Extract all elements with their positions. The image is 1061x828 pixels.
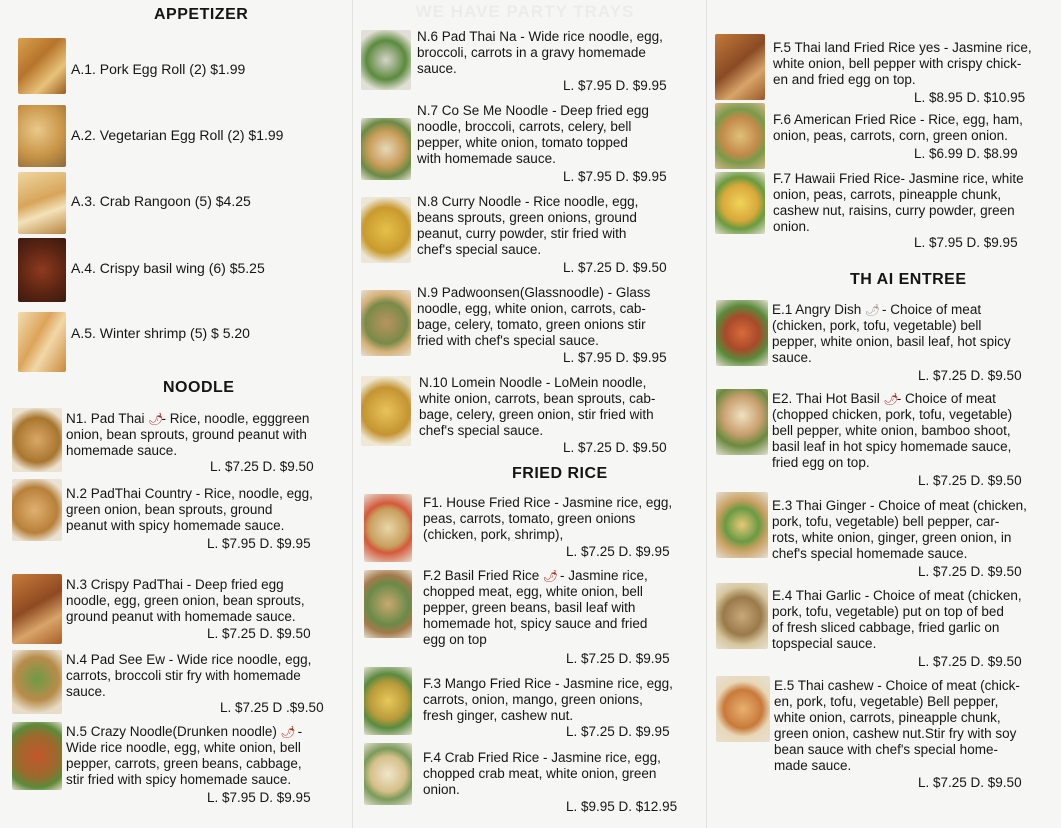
item-price: L. $7.25 D. $9.50 xyxy=(918,775,1022,790)
pad-see-ew-photo xyxy=(12,650,62,714)
item-price: L. $7.95 D. $9.95 xyxy=(563,78,667,93)
item-description: F.7 Hawaii Fried Rice- Jasmine rice, white onion, peas, carrots, pineapple chunk, cashew nut, raisins, curry powder, green onion. xyxy=(773,171,1024,234)
menu-item-e5 xyxy=(774,678,1059,774)
item-title: N1. Pad Thai xyxy=(66,411,149,426)
padwoonsen-photo xyxy=(361,290,411,356)
thai-entree-heading: TH AI ENTREE xyxy=(850,271,967,288)
item-description: - Jasmine rice, chopped meat, egg, white onion, bell pepper, green beans, basil leaf with homemade hot, spicy sauce and fried egg on top xyxy=(423,568,648,647)
item-title: N.5 Crazy Noodle(Drunken noodle) xyxy=(66,724,281,739)
menu-item-n4 xyxy=(66,652,350,700)
menu-item-f1 xyxy=(423,495,705,543)
item-title: E.1 Angry Dish xyxy=(772,302,866,317)
item-description: F.3 Mango Fried Rice - Jasmine rice, egg, carrots, onion, mango, green onions, fresh ginger, cashew nut. xyxy=(423,676,673,723)
hawaii-fried-rice-photo xyxy=(715,172,765,234)
menu-item-f5 xyxy=(773,40,1059,88)
item-price: L. $7.25 D. $9.95 xyxy=(566,724,670,739)
pad-thai-na-photo xyxy=(361,30,411,90)
item-price: L. $7.25 D. $9.50 xyxy=(918,368,1022,383)
item-price: L. $7.25 D. $9.50 xyxy=(207,626,311,641)
egg-roll-photo xyxy=(18,38,66,94)
item-price: L. $7.25 D. $9.50 xyxy=(918,564,1022,579)
co-se-me-noodle-photo xyxy=(361,118,411,180)
item-description: E.3 Thai Ginger - Choice of meat (chicken, pork, tofu, vegetable) bell pepper, car- rots, white onion, ginger, green onion, in chef's special homemade sauce. xyxy=(772,498,1027,561)
house-fried-rice-photo xyxy=(364,494,412,562)
crab-rangoon-photo xyxy=(18,172,66,234)
menu-item-f6 xyxy=(773,112,1059,144)
item-description: E.4 Thai Garlic - Choice of meat (chicken, pork, tofu, vegetable) put on top of bed of fresh sliced cabbage, fried garlic on topspecial sauce. xyxy=(772,588,1022,651)
thai-land-fried-rice-photo xyxy=(715,34,765,100)
appetizer-item: A.4. Crispy basil wing (6) $5.25 xyxy=(71,260,265,276)
crispy-padthai-photo xyxy=(12,574,62,644)
chili-icon: 🌶 xyxy=(280,725,294,739)
fold-line xyxy=(706,0,707,828)
item-price: L. $7.25 D. $9.50 xyxy=(210,459,314,474)
menu-item-n6 xyxy=(417,29,705,77)
menu-item-n2 xyxy=(66,486,350,534)
crab-fried-rice-photo xyxy=(364,743,412,805)
watermark-text: WE HAVE PARTY TRAYS xyxy=(415,2,635,21)
appetizer-item: A.3. Crab Rangoon (5) $4.25 xyxy=(71,193,251,209)
item-description: N.10 Lomein Noodle - LoMein noodle, white onion, carrots, bean sprouts, cab- bage, celery, green onion, stir fried with chef's special sauce. xyxy=(419,375,656,438)
appetizer-item: A.5. Winter shrimp (5) $ 5.20 xyxy=(71,325,250,341)
menu-item-f7 xyxy=(773,171,1059,235)
menu-item-e2 xyxy=(772,391,1059,471)
item-price: L. $7.25 D. $9.95 xyxy=(566,651,670,666)
curry-noodle-photo xyxy=(361,197,411,263)
item-price: L. $7.95 D. $9.95 xyxy=(914,235,1018,250)
menu-item-f3 xyxy=(423,676,705,724)
padthai-country-photo xyxy=(12,479,62,541)
winter-shrimp-photo xyxy=(18,312,66,372)
item-price: L. $7.95 D. $9.95 xyxy=(207,536,311,551)
menu-item-n10 xyxy=(419,375,705,439)
item-description: - Choice of meat (chopped chicken, pork, tofu, vegetable) bell pepper, white onion, bamboo shoot, basil leaf in hot spicy homemade sauce, fried egg on top. xyxy=(772,391,1013,470)
menu-item-f4 xyxy=(423,750,705,798)
item-description: N.9 Padwoonsen(Glassnoodle) - Glass noodle, egg, white onion, carrots, cab- bage, celery, tomato, green onions stir fried with chef's special sauce. xyxy=(417,285,651,348)
item-description: N.7 Co Se Me Noodle - Deep fried egg noodle, broccoli, carrots, celery, bell pepper, white onion, tomato topped with homemade sauce. xyxy=(417,103,649,166)
angry-dish-photo xyxy=(716,300,768,366)
menu-item-e1 xyxy=(772,302,1059,366)
chili-icon: 🌶 xyxy=(883,392,897,406)
appetizer-item: A.1. Pork Egg Roll (2) $1.99 xyxy=(71,61,246,77)
item-price: L. $7.25 D. $9.50 xyxy=(563,260,667,275)
item-price: L. $9.95 D. $12.95 xyxy=(566,799,678,814)
menu-item-n9 xyxy=(417,285,705,349)
chili-icon: 🌶 xyxy=(543,569,557,583)
menu-item-e3 xyxy=(772,498,1059,562)
item-description: N.6 Pad Thai Na - Wide rice noodle, egg, broccoli, carrots in a gravy homemade sauce. xyxy=(417,29,663,76)
menu-item-e4 xyxy=(772,588,1059,652)
item-description: F.6 American Fried Rice - Rice, egg, ham, onion, peas, carrots, corn, green onion. xyxy=(773,112,1023,143)
american-fried-rice-photo xyxy=(715,103,765,169)
chili-icon: 🌶 xyxy=(148,412,162,426)
fold-line xyxy=(352,0,353,828)
item-price: L. $8.95 D. $10.95 xyxy=(914,90,1026,105)
item-description: N.3 Crispy PadThai - Deep fried egg noodle, egg, green onion, bean sprouts, ground peanut with homemade sauce. xyxy=(66,577,305,624)
pad-thai-photo xyxy=(12,408,62,472)
noodle-heading: NOODLE xyxy=(163,379,235,396)
item-price: L. $7.25 D .$9.50 xyxy=(220,700,324,715)
item-price: L. $6.99 D. $8.99 xyxy=(914,146,1018,161)
item-description: N.4 Pad See Ew - Wide rice noodle, egg, carrots, broccoli stir fry with homemade sauce. xyxy=(66,652,312,699)
item-price: L. $7.25 D. $9.95 xyxy=(566,544,670,559)
menu-item-n5 xyxy=(66,724,350,788)
basil-wing-photo xyxy=(18,238,66,302)
item-description: F.5 Thai land Fried Rice yes - Jasmine rice, white onion, bell pepper with crispy chick- en and fried egg on top. xyxy=(773,40,1032,87)
chili-icon: 🌶 xyxy=(865,303,879,317)
item-description: F.4 Crab Fried Rice - Jasmine rice, egg, chopped crab meat, white onion, green onion. xyxy=(423,750,661,797)
item-price: L. $7.25 D. $9.50 xyxy=(918,473,1022,488)
thai-hot-basil-photo xyxy=(716,389,768,455)
menu-item-n7 xyxy=(417,103,705,167)
thai-ginger-photo xyxy=(716,492,768,558)
item-price: L. $7.95 D. $9.95 xyxy=(563,350,667,365)
item-title: F.2 Basil Fried Rice xyxy=(423,568,544,583)
item-description: N.2 PadThai Country - Rice, noodle, egg, green onion, bean sprouts, ground peanut with spicy homemade sauce. xyxy=(66,486,313,533)
item-description: E.5 Thai cashew - Choice of meat (chick- en, pork, tofu, vegetable) Bell pepper, white onion, carrots, pineapple chunk, green onion, cashew nut.Stir fry with soy bean sauce with chef's special home- made sauce. xyxy=(774,678,1020,773)
appetizer-heading: APPETIZER xyxy=(154,6,249,23)
lomein-noodle-photo xyxy=(361,376,411,446)
item-price: L. $7.25 D. $9.50 xyxy=(563,440,667,455)
appetizer-item: A.2. Vegetarian Egg Roll (2) $1.99 xyxy=(71,127,284,143)
item-price: L. $7.95 D. $9.95 xyxy=(563,169,667,184)
item-description: F1. House Fried Rice - Jasmine rice, egg, peas, carrots, tomato, green onions (chicken, pork, shrimp), xyxy=(423,495,673,542)
item-description: - Wide rice noodle, egg, white onion, bell pepper, carrots, green beans, cabbage, stir fried with spicy homemade sauce. xyxy=(66,724,303,787)
thai-cashew-photo xyxy=(716,676,770,742)
item-price: L. $7.25 D. $9.50 xyxy=(918,654,1022,669)
item-description: - Choice of meat (chicken, pork, tofu, vegetable) bell pepper, white onion, basil leaf, hot spicy sauce. xyxy=(772,302,1011,365)
menu-item-n1 xyxy=(66,411,350,459)
vegetarian-egg-roll-photo xyxy=(18,105,66,167)
item-description: N.8 Curry Noodle - Rice noodle, egg, beans sprouts, green onions, ground peanut, curry powder, stir fried with chef's special sauce. xyxy=(417,194,639,257)
thai-garlic-photo xyxy=(716,583,768,649)
fried-rice-heading: FRIED RICE xyxy=(512,465,608,482)
mango-fried-rice-photo xyxy=(364,667,412,735)
menu-item-n8 xyxy=(417,194,705,258)
basil-fried-rice-photo xyxy=(364,570,412,638)
menu-item-f2 xyxy=(423,568,705,648)
menu-item-n3 xyxy=(66,577,350,625)
item-title: E2. Thai Hot Basil xyxy=(772,391,884,406)
item-price: L. $7.95 D. $9.95 xyxy=(207,790,311,805)
item-description: - Rice, noodle, egggreen onion, bean sprouts, ground peanut with homemade sauce. xyxy=(66,411,310,458)
crazy-noodle-photo xyxy=(12,722,62,790)
